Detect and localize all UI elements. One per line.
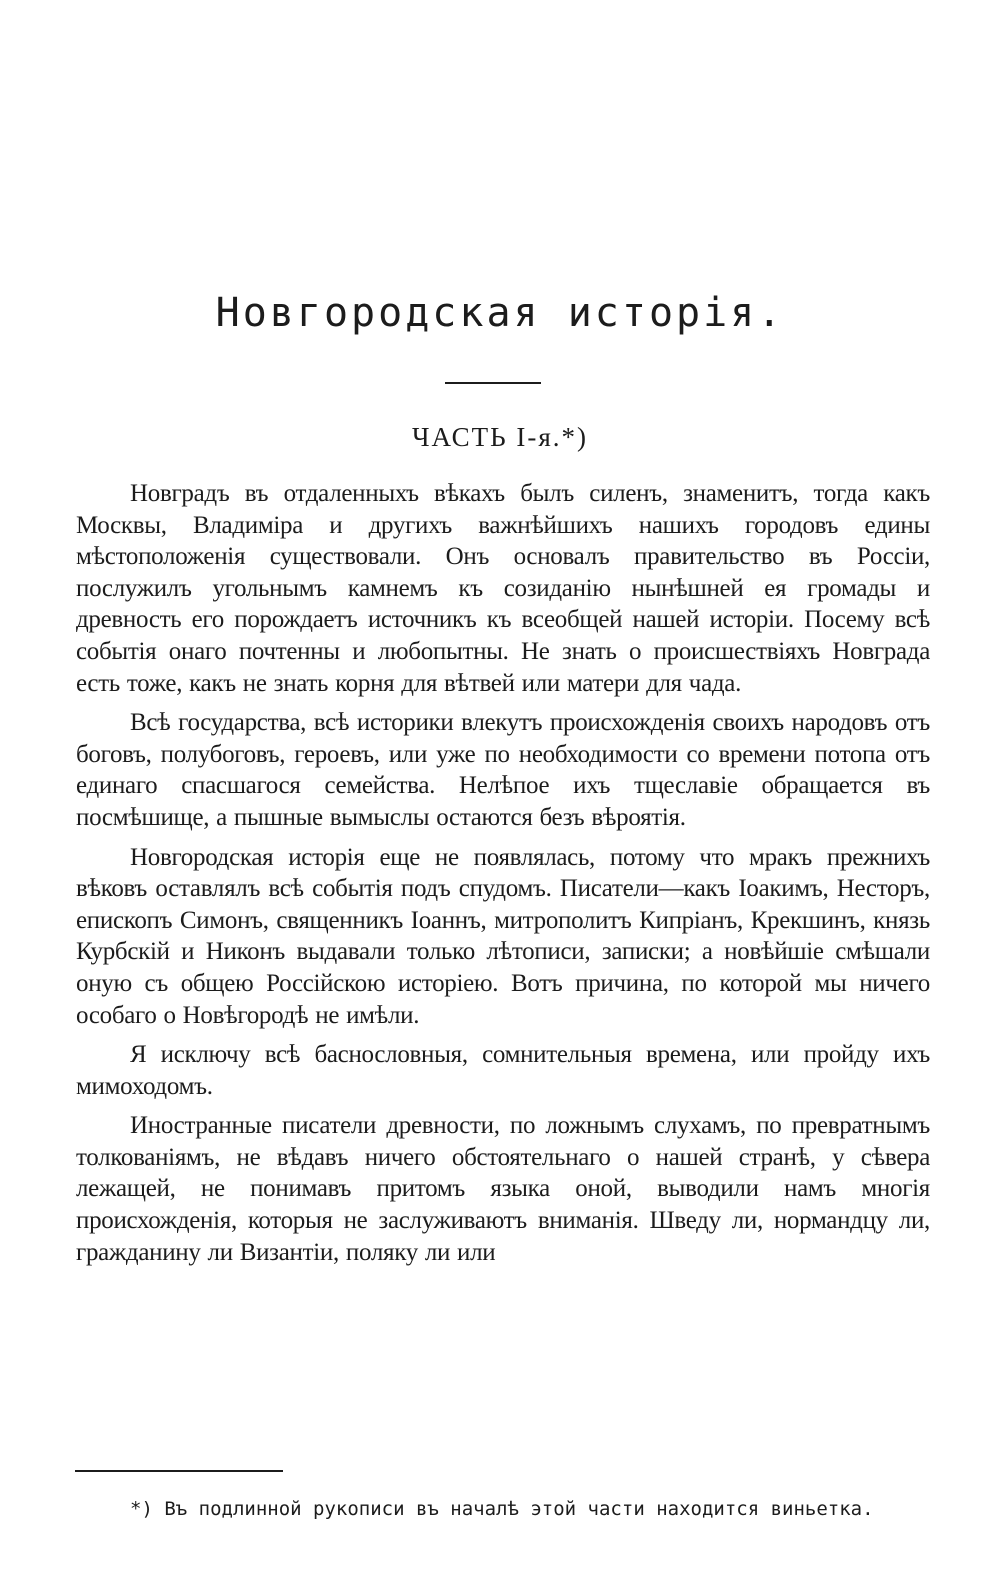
paragraph-5: Иностранные писатели древности, по ложнымъ слухамъ, по превратнымъ толкованіямъ, не вѣдавъ ничего обстоятельнаго о нашей странѣ, у сѣвера лежащей, не понимавъ притомъ языка оной, выводили намъ многія происхожденія, которыя не заслуживаютъ вниманія. Шведу ли, нормандцу ли, гражданину ли Византіи, поляку ли или: [76, 1112, 930, 1266]
footnote: *) Въ подлинной рукописи въ началѣ этой части находится виньетка.: [130, 1498, 874, 1520]
body-text: [76, 478, 930, 1276]
paragraph-1: Новградъ въ отдаленныхъ вѣкахъ былъ силенъ, знаменитъ, тогда какъ Москвы, Владиміра и другихъ важнѣйшихъ нашихъ городовъ едины мѣстоположенія существовали. Онъ основалъ правительство въ Россіи, послужилъ угольнымъ камнемъ къ созиданію нынѣшней ея громады и древность его порождаетъ источникъ къ всеобщей нашей исторіи. Посему всѣ событія онаго почтенны и любопытны. Не знать о происшествіяхъ Новграда есть тоже, какъ не знать корня для вѣтвей или матери для чада.: [76, 480, 930, 697]
page-title: Новгородская исторія.: [215, 290, 785, 336]
footnote-divider: [75, 1470, 283, 1472]
title-divider: [445, 382, 541, 384]
part-heading: ЧАСТЬ І-я.*): [411, 422, 589, 452]
paragraph-2: Всѣ государства, всѣ историки влекутъ происхожденія своихъ народовъ отъ боговъ, полубоговъ, героевъ, или уже по необходимости со времени потопа отъ единаго спасшагося семейства. Нелѣпое ихъ тщеславіе обращается въ посмѣшище, а пышные вымыслы остаются безъ вѣроятія.: [76, 709, 930, 831]
paragraph-4: Я исключу всѣ баснословныя, сомнительныя времена, или пройду ихъ мимоходомъ.: [76, 1041, 930, 1100]
paragraph-3: Новгородская исторія еще не появлялась, потому что мракъ прежнихъ вѣковъ оставлялъ всѣ событія подъ спудомъ. Писатели—какъ Іоакимъ, Несторъ, епископъ Симонъ, священникъ Іоаннъ, митрополитъ Кипріанъ, Крекшинъ, князь Курбскій и Никонъ выдавали только лѣтописи, записки; а новѣйшіе смѣшали оную съ общею Россійскою исторіею. Вотъ причина, по которой мы ничего особаго о Новѣгородѣ не имѣли.: [76, 843, 930, 1029]
